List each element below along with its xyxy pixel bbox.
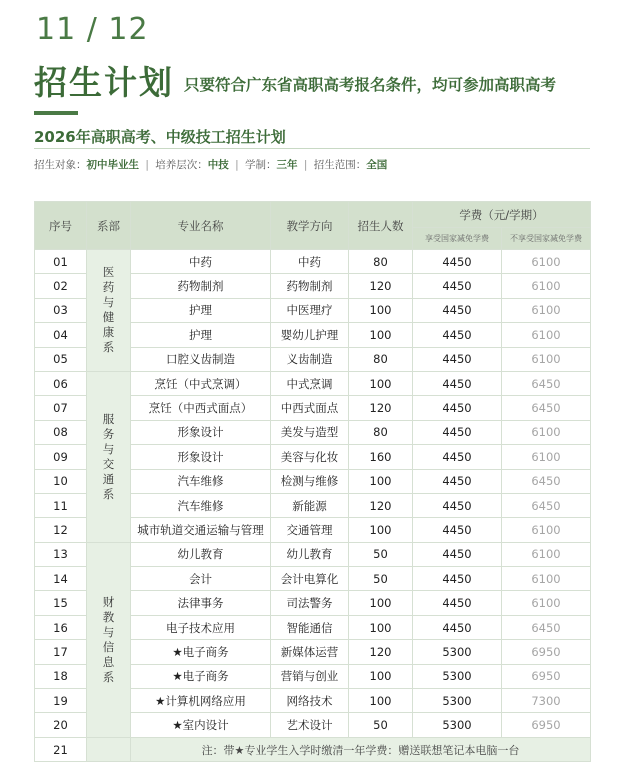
cell-major: 电子技术应用 [131,615,271,639]
cell-seq: 03 [35,298,87,322]
cell-fee-without-waiver: 6100 [502,445,591,469]
cell-quota: 120 [349,274,413,298]
cell-fee-with-waiver: 4450 [413,274,502,298]
cell-fee-with-waiver: 4450 [413,518,502,542]
table-row [35,371,591,395]
cell-seq: 06 [35,371,87,395]
enrollment-meta [34,157,387,172]
cell-major: 法律事务 [131,591,271,615]
level-value: 中技 [207,159,229,171]
cell-fee-without-waiver: 6100 [502,542,591,566]
cell-department [87,542,131,737]
cell-major: 烹饪（中西式面点） [131,396,271,420]
cell-major: 形象设计 [131,445,271,469]
cell-fee-with-waiver: 4450 [413,542,502,566]
cell-fee-without-waiver: 6950 [502,640,591,664]
cell-direction: 义齿制造 [271,347,349,371]
cell-direction: 艺术设计 [271,713,349,737]
cell-major: 护理 [131,323,271,347]
cell-major: ★电子商务 [131,664,271,688]
cell-major: 汽车维修 [131,493,271,517]
cell-seq: 18 [35,664,87,688]
cell-direction: 中式烹调 [271,371,349,395]
cell-fee-without-waiver: 6100 [502,298,591,322]
cell-direction: 智能通信 [271,615,349,639]
cell-direction: 新能源 [271,493,349,517]
cell-fee-without-waiver: 6100 [502,567,591,591]
cell-major: ★电子商务 [131,640,271,664]
cell-fee-without-waiver: 6100 [502,274,591,298]
cell-quota: 120 [349,640,413,664]
cell-quota: 80 [349,347,413,371]
cell-seq: 01 [35,250,87,274]
cell-quota: 100 [349,298,413,322]
cell-major: 城市轨道交通运输与管理 [131,518,271,542]
cell-quota: 100 [349,591,413,615]
cell-seq: 12 [35,518,87,542]
cell-seq: 15 [35,591,87,615]
cell-fee-with-waiver: 4450 [413,615,502,639]
department-name: 财教与信息系 [102,594,115,684]
cell-seq: 09 [35,445,87,469]
cell-direction: 营销与创业 [271,664,349,688]
enrollment-table-wrapper [34,201,590,762]
cell-seq: 08 [35,420,87,444]
cell-seq: 07 [35,396,87,420]
cell-fee-without-waiver: 6450 [502,469,591,493]
cell-seq: 17 [35,640,87,664]
cell-direction: 交通管理 [271,518,349,542]
header-major: 专业名称 [131,202,271,250]
cell-quota: 160 [349,445,413,469]
cell-fee-without-waiver: 6450 [502,396,591,420]
cell-major: ★室内设计 [131,713,271,737]
cell-fee-without-waiver: 6950 [502,664,591,688]
target-label: 招生对象： [34,159,87,171]
cell-seq: 11 [35,493,87,517]
cell-seq: 16 [35,615,87,639]
cell-quota: 50 [349,567,413,591]
cell-major: 形象设计 [131,420,271,444]
section-title: 2026年高职高考、中级技工招生计划 [34,128,286,146]
cell-department [87,250,131,372]
cell-fee-with-waiver: 4450 [413,469,502,493]
header-direction: 教学方向 [271,202,349,250]
cell-fee-without-waiver: 6100 [502,250,591,274]
page-title: 招生计划 [34,63,174,102]
cell-quota: 50 [349,542,413,566]
cell-department-empty [87,737,131,761]
level-label: 培养层次： [155,159,208,171]
cell-quota: 100 [349,323,413,347]
table-row [35,250,591,274]
section-divider [34,148,590,149]
cell-quota: 100 [349,615,413,639]
cell-fee-with-waiver: 4450 [413,323,502,347]
cell-seq: 14 [35,567,87,591]
cell-fee-with-waiver: 4450 [413,371,502,395]
target-value: 初中毕业生 [86,159,139,171]
table-body [35,250,591,762]
cell-quota: 100 [349,518,413,542]
cell-quota: 100 [349,689,413,713]
cell-major: 中药 [131,250,271,274]
cell-fee-without-waiver: 6100 [502,347,591,371]
cell-department [87,371,131,542]
cell-major: 烹饪（中式烹调） [131,371,271,395]
cell-fee-without-waiver: 6100 [502,323,591,347]
header-fee-with-waiver: 享受国家减免学费 [413,228,502,250]
range-value: 全国 [366,159,388,171]
cell-fee-without-waiver: 6100 [502,420,591,444]
cell-fee-with-waiver: 4450 [413,298,502,322]
cell-direction: 新媒体运营 [271,640,349,664]
cell-fee-without-waiver: 6450 [502,615,591,639]
cell-fee-with-waiver: 4450 [413,567,502,591]
cell-fee-with-waiver: 4450 [413,445,502,469]
cell-major: 护理 [131,298,271,322]
cell-fee-with-waiver: 4450 [413,420,502,444]
range-label: 招生范围： [313,159,367,171]
cell-seq: 19 [35,689,87,713]
cell-fee-with-waiver: 4450 [413,396,502,420]
page-subtitle: 只要符合广东省高职高考报名条件，均可参加高职高考 [184,76,557,94]
duration-value: 三年 [276,159,298,171]
cell-direction: 司法警务 [271,591,349,615]
cell-fee-with-waiver: 4450 [413,591,502,615]
department-name: 医药与健康系 [102,265,115,355]
meta-separator: | [145,159,149,171]
meta-separator: | [303,159,308,171]
cell-direction: 检测与维修 [271,469,349,493]
cell-quota: 100 [349,371,413,395]
cell-quota: 80 [349,250,413,274]
cell-seq: 20 [35,713,87,737]
cell-direction: 中医理疗 [271,298,349,322]
cell-fee-without-waiver: 6450 [502,493,591,517]
cell-quota: 100 [349,664,413,688]
cell-major: ★计算机网络应用 [131,689,271,713]
table-row-note [35,737,591,761]
cell-fee-with-waiver: 4450 [413,347,502,371]
cell-major: 会计 [131,567,271,591]
cell-quota: 100 [349,469,413,493]
title-underline [34,111,78,115]
header-fee-without-waiver: 不享受国家减免学费 [502,228,591,250]
enrollment-table [34,201,591,762]
cell-fee-without-waiver: 6950 [502,713,591,737]
cell-quota: 50 [349,713,413,737]
cell-direction: 婴幼儿护理 [271,323,349,347]
cell-fee-with-waiver: 4450 [413,250,502,274]
cell-fee-without-waiver: 7300 [502,689,591,713]
cell-major: 口腔义齿制造 [131,347,271,371]
cell-quota: 120 [349,493,413,517]
page-number: 11 / 12 [36,12,149,47]
duration-label: 学制： [244,159,277,171]
cell-direction: 中西式面点 [271,396,349,420]
cell-fee-with-waiver: 5300 [413,689,502,713]
header-quota: 招生人数 [349,202,413,250]
header-fee: 学费（元/学期） [413,202,591,228]
cell-seq: 02 [35,274,87,298]
cell-major: 幼儿教育 [131,542,271,566]
cell-seq: 05 [35,347,87,371]
cell-direction: 中药 [271,250,349,274]
cell-direction: 美发与造型 [271,420,349,444]
cell-direction: 药物制剂 [271,274,349,298]
header-dept: 系部 [87,202,131,250]
meta-separator: | [235,159,239,171]
cell-direction: 网络技术 [271,689,349,713]
cell-fee-without-waiver: 6100 [502,518,591,542]
cell-direction: 会计电算化 [271,567,349,591]
cell-fee-with-waiver: 5300 [413,664,502,688]
cell-seq: 10 [35,469,87,493]
table-note: 注：带★专业学生入学时缴清一年学费：赠送联想笔记本电脑一台 [131,737,591,761]
cell-fee-without-waiver: 6450 [502,371,591,395]
cell-major: 汽车维修 [131,469,271,493]
cell-major: 药物制剂 [131,274,271,298]
cell-fee-with-waiver: 5300 [413,640,502,664]
cell-seq: 21 [35,737,87,761]
cell-fee-with-waiver: 4450 [413,493,502,517]
cell-quota: 80 [349,420,413,444]
header-seq: 序号 [35,202,87,250]
cell-direction: 幼儿教育 [271,542,349,566]
cell-seq: 13 [35,542,87,566]
cell-fee-with-waiver: 5300 [413,713,502,737]
cell-quota: 120 [349,396,413,420]
cell-direction: 美容与化妆 [271,445,349,469]
department-name: 服务与交通系 [102,411,115,501]
table-row [35,542,591,566]
cell-seq: 04 [35,323,87,347]
title-row [34,58,614,104]
cell-fee-without-waiver: 6100 [502,591,591,615]
